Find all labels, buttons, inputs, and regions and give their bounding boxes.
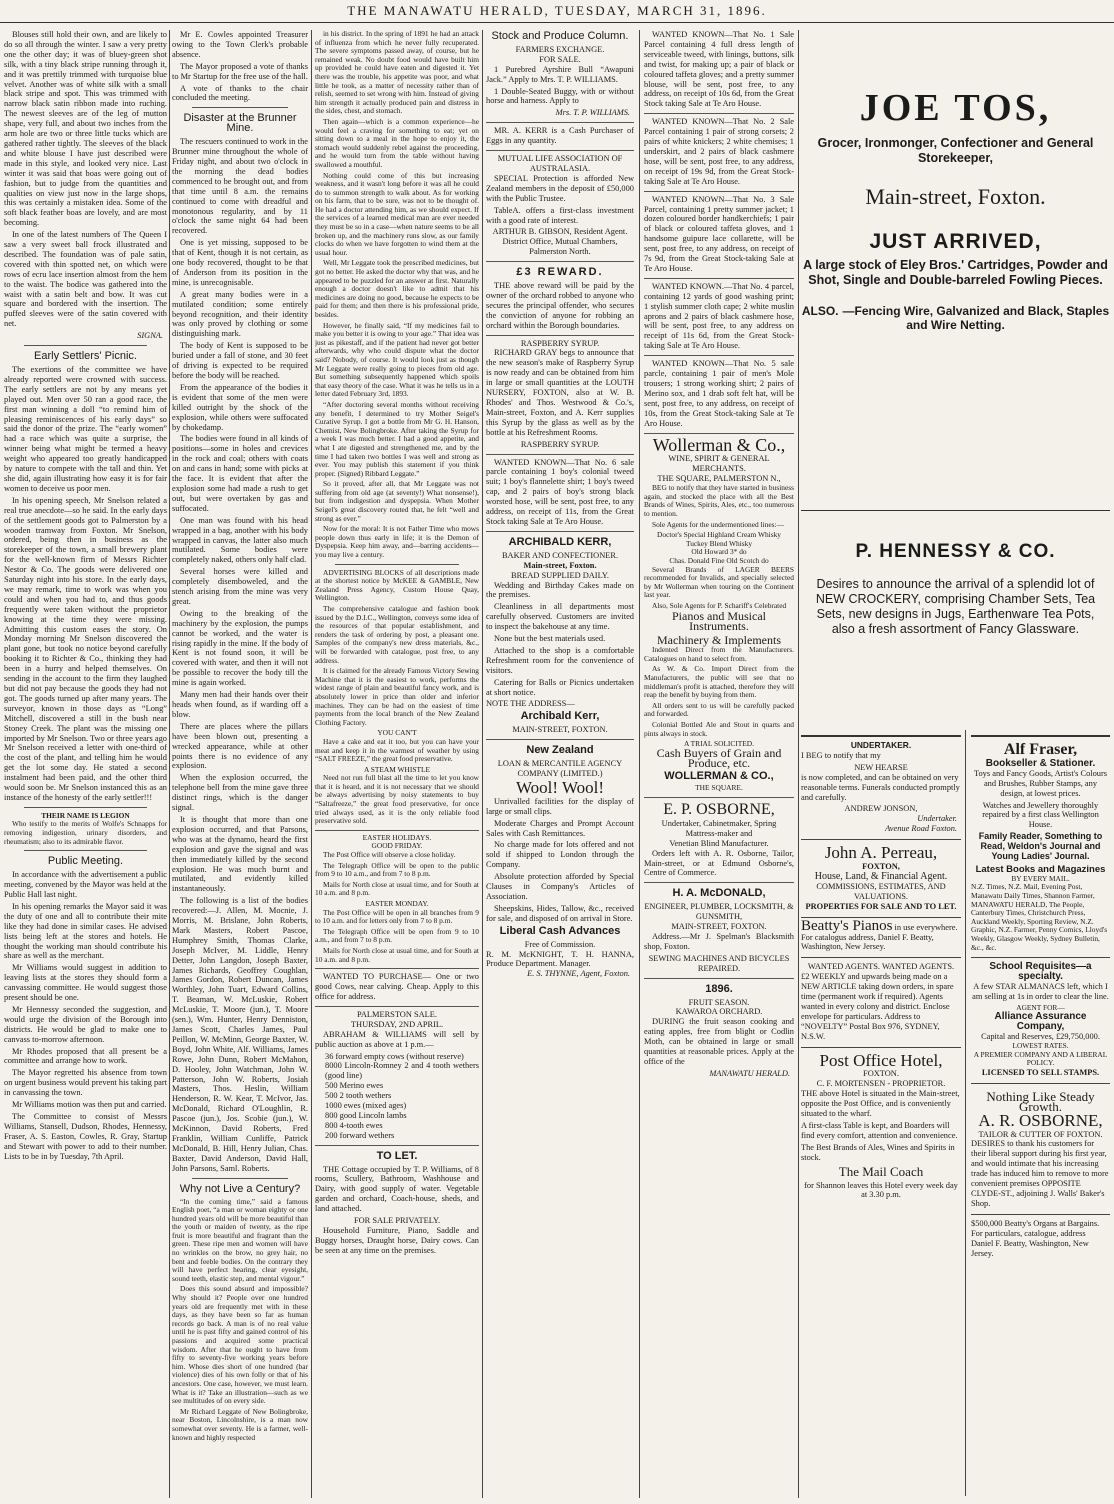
- wollerman-text: Sole Agents for the undermentioned lines:—: [652, 519, 784, 529]
- column-rule: [639, 30, 640, 1498]
- meeting-paragraph: A vote of thanks to the chair concluded the meeting.: [172, 83, 308, 103]
- fruit-season: FRUIT SEASON.: [688, 997, 750, 1007]
- mcdonald-repairs: SEWING MACHINES AND BICYCLES REPAIRED.: [648, 953, 790, 973]
- every-mail: BY EVERY MAIL.: [1011, 873, 1070, 883]
- disaster-paragraph: Several horses were killed and completely disemboweled, and the stench arising from the mine was very great.: [172, 567, 308, 606]
- easter-monday-heading: EASTER MONDAY.: [365, 899, 429, 908]
- hennessy-name: P. HENNESSY & CO.: [855, 541, 1056, 562]
- alf-fraser-text: Watches and Jewellery thoroughly repaired by a first class Wellington House.: [982, 800, 1099, 830]
- disaster-paragraph: There are places where the pillars have been blown out, presenting a wrecked appearance, while at other points there is no evidence of any explosion.: [172, 721, 308, 771]
- raspberry-text: RICHARD GRAY begs to announce that the new season's make of Raspberry Syrup is now ready and can be obtained from him in large or small quantities at the LOUTH NURSERY, FOXTON, also at W. B. Rhodes' and Thos. Westwood & Co.'s, Main-street, Foxton, and A. Kerr supplies this Syrup by the glass as well as by the bottle at his Refreshment Rooms.: [486, 348, 634, 437]
- osborne-text: Orders left with A. R. Osborne, Tailor, Main-street, or at Edmund Osborne's, Centre of Commerce.: [644, 848, 794, 878]
- undertaker-title: Undertaker.: [917, 814, 957, 824]
- ak-name-footer: Archibald Kerr,: [520, 710, 600, 723]
- stock-item: 800 4-tooth ewes: [325, 1120, 383, 1130]
- kawaroa-text: DURING the fruit season cooking and eating apples, free from blight or Codlin Moth, can be obtained in large or small quantities at reasonable prices. Apply at the office of the: [644, 1017, 794, 1066]
- wollerman-brand: Chas. Donald Fine Old Scotch do: [669, 555, 769, 565]
- osborne-line: Mattress-maker and: [685, 828, 753, 838]
- stock-list: [315, 1052, 479, 1141]
- meeting-paragraph: Mr Rhodes proposed that all present be a committee and arrange how to work.: [4, 1046, 167, 1066]
- palmerston-sale-heading: PALMERSTON SALE.: [356, 1009, 438, 1019]
- lowest-rates: LOWEST RATES.: [1012, 1041, 1069, 1051]
- kawaroa-signature: MANAWATU HERALD.: [709, 1068, 790, 1078]
- machinery-heading: Machinery & Implements: [657, 633, 781, 648]
- meeting-paragraph: The Mayor proposed a vote of thanks to Mr Startup for the free use of the hall.: [172, 61, 308, 81]
- meeting-paragraph: In his opening remarks the Mayor said it was the duty of one and all to contribute their mite like they had done in similar cases. He advised lists being left at the stores and hotels. He thought the working man should contribute his share as well as the merchant.: [4, 901, 167, 961]
- heading-disaster: Disaster at the Brunner Mine.: [183, 112, 297, 135]
- disaster-paragraph: The following is a list of the bodies recovered:—J. Allen, M. Mocnie, J. Morris, M. Brislane, John Roberts, Mark Masters, Robert Pascoe, Humphrey Smith, Thomas Clarke, Joseph McIver, M. Liddle, Henry Detter, John Langdon, Joseph Baxter, James Richards, Geoffrey Coughlan, James Gordon, Robert Duncan, James Worthley, John Tuart, Edward Collins, T. Beaman, W. McLuskie, Robert McLuskie, T. Moore (jun.), T. Moore (sen.), Wm. Hunter, Henry Denniston, James Scott, Charles James, Paul Peillon, W. McMinn, George Baxter, W. Boyd, John White, Alf. Williams, James Rowe, John Dunn, Robert McMahon, D. Hooley, John Watchman, John W. Patterson, John W. Roberts, Josiah Masters, Thos. Heslin, William Henderson, R. W. Kear, T. McIvor, Jas. McDonald, Richard O'Loughlin, R. Pascoe (jun.), Jos. Scobie (jun.), W. McKinnon, David Roberts, Fred Franklin, William Cunliffe, Patrick McDonald, B. Hill, Henry Julian, Chas. Baxter, David Anderson, David Hall, John Parsons, Saml. Roberts.: [172, 896, 308, 1173]
- liberal-cash-agent: E. S. THYNNE, Agent, Foxton.: [527, 969, 630, 979]
- mcdonald-trade: ENGINEER, PLUMBER, LOCKSMITH, & GUNSMITH,: [644, 902, 794, 922]
- undertaker-address: Avenue Road Foxton.: [885, 824, 957, 834]
- osborne-heading: E. P. OSBORNE,: [663, 801, 775, 819]
- wollerman-brand: Old Howard 3* do: [691, 547, 747, 557]
- ak-text: None but the best materials used.: [494, 634, 606, 644]
- ar-osborne-text: DESIRES to thank his customers for their liberal support during his first year, and would intimate that his increasing trade has induced him to remove to more convenient premises OPPOSITE CLYDE-ST., adjoining J. Walls' Baker's Shop.: [971, 1139, 1109, 1208]
- po-text: The Best Brands of Ales, Wines and Spirits in stock.: [801, 1142, 955, 1162]
- sewing-machine-notice: It is claimed for the already Famous Victory Sewing Machine that it is the easiest to work, performs the widest range of plain and beautiful fancy work, and is absolutely lower in price than older and inferior machines. They can be had on the easiest of time payments from the local branch of the New Zealand Clothing Factory.: [315, 666, 479, 727]
- archibald-kerr-heading: ARCHIBALD KERR,: [508, 535, 612, 548]
- hennessy-text: Desires to announce the arrival of a splendid lot of NEW CROCKERY, comprising Chamber Sets, Tea Sets, new designs in Jugs, Earthenware Tea Pots, also a fresh assortment of Fancy Glassware.: [815, 577, 1096, 636]
- mutual-life-text: SPECIAL Protection is afforded New Zealand members in the deposit of £50,000 with the Public Trustee.: [486, 173, 634, 203]
- ak-street-footer: MAIN-STREET, FOXTON.: [512, 725, 608, 735]
- stock-item: 8000 Lincoln-Romney 2 and 4 tooth wethers (good line): [325, 1061, 479, 1081]
- wanted-known-1: WANTED KNOWN—That No. 1 Sale Parcel containing 4 full dress length of serviceable tweed, with linings, buttons, silk and twist, for making up; a pair of black or coloured taffeta gloves; and a pretty summer blouse, will be sent, post free, to any address, on receipt of 10s 6d, from the Great Stock taking Sale at Te Aro House.: [644, 30, 794, 109]
- licensed-stamps: LICENSED TO SELL STAMPS.: [981, 1067, 1100, 1077]
- stock-item: 36 forward empty cows (without reserve): [325, 1051, 464, 1061]
- stock-produce-heading: Stock and Produce Column.: [491, 30, 629, 42]
- latest-books-heading: Latest Books and Magazines: [975, 863, 1106, 875]
- heading-public-meeting: Public Meeting.: [47, 855, 124, 868]
- undertaker-name: ANDREW JONSON,: [844, 804, 918, 814]
- agent-for: AGENT FOR—: [1016, 1002, 1065, 1012]
- wollerman-trade: WINE, SPIRIT & GENERAL MERCHANTS.: [668, 454, 770, 474]
- just-arrived-heading: JUST ARRIVED,: [869, 230, 1042, 253]
- osborne-line: Undertaker, Cabinetmaker, Spring: [661, 818, 777, 828]
- disaster-paragraph: The rescuers continued to work in the Brunner mine throughout the whole of Friday night, and about two o'clock in the morning the dead bodies commenced to be brought out, and from that time until 8 a.m. the remains continued to come with dreadful and monotonous regularity, and by 11 o'clock the same night 64 had been recovered.: [172, 137, 308, 236]
- meeting-paragraph: Mr E. Cowles appointed Treasurer owing to the Town Clerk's probable absence.: [172, 30, 308, 59]
- beatty-organs-ad: $500,000 Beatty's Organs at Bargains. For particulars, catalogue, address Daniel F. Beatty, Washington, New Jersey.: [971, 1218, 1100, 1258]
- mcdonald-street: MAIN-STREET, FOXTON.: [671, 922, 767, 932]
- joe-tos-trade: Grocer, Ironmonger, Confectioner and General Storekeeper,: [817, 136, 1094, 165]
- easter-text: The Post Office will be open in all branches from 9 to 10 a.m. and for letters only from 7 to 8 p.m.: [315, 907, 479, 926]
- disaster-paragraph: One is yet missing, supposed to be that of Kent, though it is not certain, as one body recovered, thought to be that of Anderson from its position in the mine, is unrecognisable.: [172, 238, 308, 287]
- column-rule: [311, 30, 312, 1498]
- to-let-text: THE Cottage occupied by T. P. Williams, of 8 rooms, Scullery, Bathroom, Washhouse and Dairy, with good supply of water. Vegetable garden and orchard, Coach-house, sheds, and land attached.: [315, 1164, 479, 1214]
- disaster-paragraph: One man was found with his head wrapped in a bag, another with his body wrapped in canvas, the latter also much mutilated. Some bodies were completely naked, others only half clad.: [172, 515, 308, 565]
- kawaroa-orchard: KAWAROA ORCHARD.: [675, 1007, 763, 1017]
- beatty-pianos-text: in use everywhere. For catalogus address, Daniel F. Beatty, Washington, New Jersey.: [801, 922, 958, 952]
- wool-text: No charge made for lots offered and not sold if shipped to London through the Company.: [486, 840, 634, 870]
- alliance-assurance: Alliance Assurance Company,: [994, 1011, 1087, 1033]
- dic-notice: The comprehensive catalogue and fashion book issued by the D.I.C., Wellington, conveys some idea of the resources of that popular establishment, and renders the task of ordering by post, a pleasant one. Samples of the company's new dress materials, &c., will be forwarded with catalogue, post free, to any address.: [315, 604, 479, 665]
- meeting-paragraph: Mr Williams would suggest in addition to leaving lists at the stores they should form a canvassing committee. He would suggest those present should be one.: [4, 963, 167, 1003]
- whistle-text: Need not run full blast all the time to let you know that it is heard, and it is not necessary that we should be always advertising by noisy statements to buy “Saltafreeze,” the great food preservative, for once tried always used, as it is the only reliable food preservative sold.: [315, 773, 479, 826]
- joe-tos-stock: A large stock of Eley Bros.' Cartridges, Powder and Shot, Single and Double-barreled Fowling Pieces.: [803, 258, 1108, 287]
- undertaker-text: I BEG to notify that my: [801, 750, 881, 760]
- mcdonald-heading: H. A. McDONALD,: [672, 887, 766, 900]
- easter-text: The Telegraph Office will be open from 9 to 10 a.m., and from 7 to 8 p.m.: [315, 926, 479, 945]
- perreau-trade: House, Land, & Financial Agent.: [814, 870, 948, 882]
- liberal-cash-sub: Free of Commission.: [524, 939, 596, 949]
- mail-coach-text: for Shannon leaves this Hotel every week day at 3.30 p.m.: [804, 1180, 958, 1200]
- wollerman-footer: WOLLERMAN & CO.,: [664, 769, 774, 782]
- joe-tos-name: JOE TOS,: [859, 87, 1052, 129]
- wool-text: Unrivalled facilities for the display of large or small clips.: [486, 796, 634, 816]
- century-paragraph: Does this sound absurd and impossible? Why should it? People over one hundred years old are frequently met with in these days, as they have been so far as human records go back. A man is of no real value until he is past fifty and gained control of his passions and acquired some practical wisdom. After that he ought to have from fifty to seventy-five working years before him. Whose dies short of one hundred (bar violence) dies of his own folly or that of his ancestors. One case, however, we must learn. What is it? Take an illustration—such as we see multitudes of on every side.: [172, 1284, 308, 1406]
- meeting-paragraph: In accordance with the advertisement a public meeting, convened by the Mayor was held at the Public Hall last night.: [4, 870, 167, 899]
- whistle-heading: A STEAM WHISTLE: [364, 764, 430, 774]
- po-text: THE above Hotel is situated in the Main-street, opposite the Post Office, and is conveniently situated to the wharf.: [801, 1089, 960, 1119]
- heading-picnic: Early Settlers' Picnic.: [34, 350, 137, 363]
- also-text: —Fencing Wire, Galvanized and Black, Staples and Wire Netting.: [842, 304, 1110, 332]
- good-friday-heading: GOOD FRIDAY.: [371, 841, 423, 851]
- farmers-exchange: FARMERS EXCHANGE.: [515, 44, 605, 54]
- disaster-paragraph: A great many bodies were in a mutilated condition; some entirely beyond recognition, and their identity was only proved by clothing or some distinguishing mark.: [172, 289, 308, 339]
- disaster-paragraph: The bodies were found in all kinds of positions—some in holes and crevices in the rock and coal; others with coats on and cans in hand; some with picks at the face. It is evident that after the explosion some had made a rush to get out, but were overtaken by gas and suffocated.: [172, 434, 308, 513]
- column-rule: [965, 730, 966, 1496]
- picnic-paragraph: In his opening speech, Mr Snelson related a real true anecdote—so he said. In the early days of the settlement goods got to Palmerston by a wooden tramway from Foxton. Mr Snelson, ordered, being then in business as the storekeeper of the town, a small brewery plant for the well-known firm of Messrs Richter Nestor & Co. The goods were delivered one Saturday night into his store. In the early days, we may remark, time to work was when you could and when you had to, and thus goods frequently were taken without the proprietor knowing at the time they were missing. Admitting this custom eases the story. On Monday morning Mr Snelson discovered the plant gone, but took no notice beyond carefully booking it to Richter & Co., thinking they had been in a hurry and helped themselves. On sending in the account to the firm they laughed but did not pay because the goods they had not got. The goods turned up after many years. The surveyor, known in those days as “Long” Mitchell, discovered a still in the bush near Stoney Creek. The plant was the missing one imported by Mr Snelson. Two or three years ago Mr Snelson received a letter with one-third of the cost of the plant, and telling him he would get the lot some day. He stated a second instalment had been paid, and the other third would soon be. Mr Snelson instanced this as an instance of the honesty of the early settler!!!: [4, 495, 167, 802]
- po-text: A first-class Table is kept, and Boarders will find every comfort, attention and convenience.: [801, 1121, 958, 1140]
- po-town: FOXTON.: [863, 1069, 899, 1079]
- alf-fraser-reader: Family Reader, Something to Read, Weldon's Journal and Young Ladies' Journal.: [978, 831, 1103, 862]
- undertaker-text: is now completed, and can be obtained on very reasonable terms. Funerals conducted promptly and carefully.: [801, 772, 960, 802]
- stock-item: 1000 ewes (mixed ages): [325, 1101, 407, 1111]
- papers-list: N.Z. Times, N.Z. Mail, Evening Post, Manawatu Daily Times, Shannon Farmer, MANAWATU HERALD, The People, Canterbury Times, Christchurch Press, Auckland Weekly, Sporting Review, N.Z. Graphic, N.Z. Farmer, Penny Comics, Lloyd's Weekly, Glasgow Weekly, Sydney Bulletin, &c., &c.: [971, 882, 1108, 952]
- ar-osborne-trade: TAILOR & CUTTER OF FOXTON.: [978, 1129, 1103, 1139]
- stock-item: 500 2 tooth wethers: [325, 1091, 392, 1101]
- ak-address: Main-street, Foxton.: [523, 560, 597, 570]
- raspberry-heading: RASPBERRY SYRUP.: [520, 338, 600, 348]
- ak-text: Wedding and Birthday Cakes made on the premises.: [486, 580, 634, 600]
- trial-solicited: A TRIAL SOLICITED.: [683, 739, 754, 749]
- stock-item: 200 forward wethers: [325, 1130, 395, 1140]
- wanted-known-6: WANTED KNOWN—That No. 6 sale parcle containing 1 boy's colonial tweed suit; 1 boy's flannelette shirt; 1 boy's tweed cap, and 2 pairs of boy's strong black worsted hose, will be sent, post free, to any address, on receipt of 11s, from the Great Stock taking Sale at Te Aro House.: [486, 457, 634, 526]
- wollerman-text: As W. & Co. Import Direct from the Manufacturers, the public will see that no middleman's profit is attached, therefore they will reap the benefit by buying from them.: [644, 664, 794, 700]
- divider: [24, 807, 147, 808]
- column-3: [315, 30, 479, 1500]
- nz-loan-heading: New Zealand: [526, 744, 594, 757]
- year-heading: 1896.: [705, 982, 733, 995]
- ak-trade: BAKER AND CONFECTIONER.: [501, 550, 619, 560]
- meeting-paragraph: The Committee to consist of Messrs Williams, Stansell, Dudson, Rhodes, Hennessy, Fraser, A. S. Easton, Cowles, R. Gray, Startup and Stewart with power to add to their number. Lists to be in by Tuesday, 7th April.: [4, 1112, 167, 1161]
- joe-tos-also: [801, 304, 1110, 332]
- hennessy-ad: [801, 510, 1110, 711]
- post-office-hotel-heading: Post Office Hotel,: [819, 1050, 943, 1070]
- wool-heading: Wool! Wool!: [515, 777, 605, 797]
- century-paragraph: Well, Mr Leggate took the prescribed medicines, but got no better. He asked the doctor why that was, and he appeared to be puzzled for an answer at first. Naturally enough a doctor doesn't like to admit that his medicines are doing no good, because he expects to be paid for them; and then there is his professional pride, besides.: [315, 258, 479, 319]
- divider: [192, 1178, 288, 1179]
- mutual-life-text: TableA. offers a first-class investment with a good rate of interest.: [486, 205, 634, 225]
- ak-bread: BREAD SUPPLIED DAILY.: [511, 570, 609, 580]
- column-5: [644, 30, 794, 1500]
- cant-heading: YOU CAN'T: [377, 728, 417, 738]
- wollerman-text: Colonial Bottled Ale and Stout in quarts and pints always in stock.: [644, 719, 794, 738]
- century-paragraph: Mr Richard Leggate of New Bolingbroke, near Boston, Lincolnshire, is a man now somewhat over seventy. He is a farmer, well-known and highly respected: [172, 1406, 308, 1442]
- beatty-pianos-heading: Beatty's Pianos: [801, 917, 893, 934]
- wanted-known-3: WANTED KNOWN—That No. 3 Sale Parcel, containing 1 pretty summer jacket; 1 dozen coloured border handkerchiefs; 1 pair of black or coloured taffeta gloves, and 1 handsome guipure lace collarette, will be sent, post free, to any address, on receipt of 7s 9d, from the Great Stock-taking Sale at Te Aro House.: [644, 194, 794, 273]
- easter-text: Mails for North close at usual time, and for South at 10 a.m. and 8 p.m.: [315, 879, 479, 898]
- meeting-paragraph: Mr Williams motion was then put and carried.: [12, 1100, 167, 1110]
- palmerston-sale-date: THURSDAY, 2ND APRIL.: [350, 1019, 444, 1029]
- disaster-paragraph: It is thought that more than one explosion occurred, and that Parsons, who was at the dynamo, heard the first explosion and gave the signal and was then immediately killed by the second explosion. He was much burnt and mutilated, and evidently killed instantaneously.: [172, 814, 308, 894]
- wollerman-brand: Tuckey Blend Whisky: [685, 538, 753, 548]
- disaster-paragraph: When the explosion occurred, the telephone bell from the mine gave three distinct rings, which is the danger signal.: [172, 773, 308, 813]
- to-let-heading: TO LET.: [376, 1149, 418, 1162]
- wanted-cows-ad: WANTED TO PURCHASE— One or two good Cows, near calving. Cheap. Apply to this office for address.: [315, 972, 479, 1001]
- easter-text: The Post Office will observe a close holiday.: [323, 850, 456, 860]
- undertaker-heading: UNDERTAKER.: [850, 740, 912, 750]
- column-2: [172, 30, 308, 1500]
- column-4: [486, 30, 634, 1500]
- easter-text: Mails for North close at usual time, and for South at 10 a.m. and 8 p.m.: [315, 945, 479, 964]
- stock-item: 800 good Lincoln lambs: [325, 1110, 407, 1120]
- ar-osborne-heading: A. R. OSBORNE,: [978, 1110, 1103, 1130]
- joe-tos-ad: [801, 30, 1110, 455]
- alf-fraser-trade: Bookseller & Stationer.: [985, 757, 1096, 769]
- wollerman-text: Also, Sole Agents for P. Schariff's Celebrated: [652, 600, 787, 610]
- alf-fraser-heading: Alf Fraser,: [1003, 741, 1078, 758]
- divider: [192, 107, 288, 108]
- wollerman-text: BEG to notify that they have started in business again, and stocked the place with all the Best Brands of Wines, Spirits, Ales, etc., too numerous to mention.: [644, 483, 794, 518]
- alf-fraser-text: Toys and Fancy Goods, Artist's Colours and Brushes, Rubber Stamps, any design, at lowest prices.: [973, 768, 1108, 798]
- masthead: THE MANAWATU HERALD, TUESDAY, MARCH 31, 1896.: [0, 0, 1114, 23]
- meeting-paragraph: Mr Hennessy seconded the suggestion, and would urge the division of the Borough into districts. He would be glad to make one to canvass to-morrow afternoon.: [4, 1004, 167, 1044]
- column-rule: [798, 30, 799, 1498]
- wool-text: Moderate Charges and Prompt Account Sales with Cash Remittances.: [486, 818, 634, 838]
- premier-company: A PREMIER COMPANY AND A LIBERAL POLICY.: [973, 1049, 1108, 1068]
- advertising-blocks: ADVERTISING BLOCKS of all descriptions made at the shortest notice by McKEE & GAMBLE, New Zealand Press Agency, Custom House Quay, Wellington.: [315, 567, 479, 603]
- easter-text: The Telegraph Office will be open to the public from 9 to 10 a.m., and from 7 to 8 p.m.: [315, 860, 479, 879]
- wool-text: Absolute protection afforded by Special Clauses in Company's Articles of Association.: [486, 872, 634, 901]
- for-sale-heading: FOR SALE.: [539, 54, 581, 64]
- wanted-known-2: WANTED KNOWN—That No. 2 Sale Parcel containing 1 pair of strong corsets; 2 pairs of white knickers; 2 white chemises; 1 underskirt, and 2 pairs of black cashmere hose, will be sent, post free, to any address, on receipt of 19s 9d, from the Great Stock-taking Sale at Te Aro House.: [644, 117, 794, 186]
- column-rule: [482, 30, 483, 1498]
- bull-ad: 1 Purebred Ayrshire Bull “Awapuni Jack.” Apply to Mrs. T. P. WILLIAMS.: [486, 64, 634, 84]
- wollerman-footer-address: THE SQUARE.: [695, 783, 743, 793]
- liberal-cash-heading: Liberal Cash Advances: [499, 924, 621, 937]
- kerr-eggs-ad: MR. A. KERR is a Cash Purchaser of Eggs in any quantity.: [486, 126, 634, 146]
- legion-text: Who testify to the merits of Wolfe's Schnapps for removing indigestion, urinary disorders, and rheumatism; also to its admirable flavor.: [4, 819, 167, 846]
- alliance-capital: Capital and Reserves, £29,750,000.: [981, 1032, 1100, 1042]
- right-column-b: [971, 730, 1110, 1500]
- century-paragraph: “In the coming time,” said a famous English poet, “a man or woman eighty or one hundred years old will be more beautiful than the youth or maiden of twenty, as the ripe fruit is more beautiful and fragrant than the green. These ripe men and women will have no wrinkles on the brow, no grey hair, no bent and feeble bodies. On the contrary they will have perfect hearing, clear eyesight, sound teeth, elastic step, and mental vigour.”: [172, 1196, 308, 1283]
- wollerman-address: THE SQUARE, PALMERSTON N.,: [657, 474, 781, 484]
- palmerston-sale-text: ABRAHAM & WILLIAMS will sell by public auction as above at 1 p.m.—: [315, 1029, 479, 1049]
- meeting-paragraph: The Mayor regretted his absence from town on urgent business would prevent his taking part in canvassing the town.: [4, 1068, 167, 1098]
- mutual-life-heading: MUTUAL LIFE ASSOCIATION OF AUSTRALASIA.: [497, 154, 623, 173]
- disaster-paragraph: The body of Kent is supposed to be buried under a fall of stone, and 30 feet of driving is expected to be required before the body will be reached.: [172, 341, 308, 380]
- wanted-agents-heading: WANTED AGENTS. WANTED AGENTS.: [807, 962, 955, 972]
- wool-text: Sheepskins, Hides, Tallow, &c., received for sale, and disposed of on arrival in Store.: [486, 903, 634, 923]
- reward-heading: £3 REWARD.: [516, 266, 604, 279]
- century-paragraph: Nothing could come of this but increasing weakness, and it wasn't long before it was all he could do to summon strength to walk about. As for working on his farm, that to be sure, was not to be thought of. He had a doctor attending him, as we should expect. If the services of a learned medical man are ever needed they must be so in a case—when nature seems to be all broken up, and the machinery runs slow, as our family clocks do when we have forgotten to wind them at the usual hour.: [315, 170, 479, 257]
- wollerman-text: Several Brands of LAGER BEERS recommended for Invalids, and specially selected by Mr Wollerman when touring on the Continent last year.: [644, 564, 794, 600]
- century-paragraph: Then again—which is a common experience—he would feel a craving for something to eat; yet on sitting down to a meal in the hope to enjoy it, the stomach would suddenly rebel against the proceeding, and he would turn from the table without having swallowed a mouthful.: [315, 116, 479, 169]
- signature: SIGNA.: [137, 331, 163, 341]
- fashion-paragraph: In one of the latest numbers of The Queen I saw a very sweet ball frock illustrated and described. The foundation was of pale satin, covered with thin spotted net, on which were rows of ecru lace insertion almost from the hem to the waist. The bodice was gathered into the waist with a satin belt and bow. It was cut square and bordered with the insertion. The puffed sleeves were of the satin covered with net.: [4, 230, 167, 329]
- for-sale-privately-text: Household Furniture, Piano, Saddle and Buggy horses, Draught horse, Dairy cows. Can be seen at any time on the premises.: [315, 1226, 479, 1255]
- school-requisites-heading: School Requisites—a specialty.: [989, 961, 1092, 983]
- joe-tos-address: Main-street, Foxton.: [865, 184, 1046, 209]
- right-column-a: [801, 730, 961, 1500]
- heading-century: Why not Live a Century?: [179, 1182, 301, 1195]
- perreau-heading: John A. Perreau,: [824, 843, 938, 863]
- column-rule: [169, 30, 170, 1498]
- disaster-paragraph: From the appearance of the bodies it is evident that some of the men were killed outright by the shock of the explosion, while others were suffocated by chokedamp.: [172, 382, 308, 432]
- fashion-paragraph: Blouses still hold their own, and are likely to do so all through the winter. I saw a very pretty one the other day; it was of bluey-green shot silk, with a tiny black stripe running through it, and it was prettily trimmed with turquoise blue velvet. Another was of white silk with a small black stripe and spot. This was trimmed with narrow black satin ribbon made into ruching. The newest sleeves are of the leg of mutton shape, very full, and about two inches from the arm hole are two or three little tucks which are gathered rather tightly. The sleeves of the black and white blouse I have just described were made in this style, and looked very nice. Last winter it was said that boas were going out of fashion, but to judge from the quantities and qualities on view just now in the large shops, this was certainly a mistaken idea. Some of the soft black feather boas are lovely, and are most becoming.: [4, 30, 167, 228]
- divider: [24, 850, 147, 851]
- right-block: [801, 30, 1110, 1500]
- liberal-cash-managers: R. M. McKNIGHT, T. H. HANNA, Produce Department. Manager.: [486, 949, 634, 969]
- perreau-properties: PROPERTIES FOR SALE AND TO LET.: [805, 901, 957, 911]
- easter-heading: EASTER HOLIDAYS.: [362, 832, 432, 842]
- legion-heading: THEIR NAME IS LEGION: [41, 810, 130, 820]
- divider: [335, 564, 459, 565]
- for-sale-privately-heading: FOR SALE PRIVATELY.: [353, 1216, 441, 1226]
- wollerman-text: All orders sent to us will be carefully packed and forwarded.: [644, 700, 794, 719]
- disaster-paragraph: Many men had their hands over their heads when found, as if warding off a blow.: [172, 690, 308, 719]
- wanted-agents-text: £2 WEEKLY and upwards being made on a NEW ARTICLE taking down orders, in spare time (permanent work if required). Agents wanted in every colony and district. Enclose envelope for particulars. Address to “NOVELTY” Postal Box 976, SYDNEY, N.S.W.: [801, 972, 954, 1041]
- century-paragraph: Now for the moral: It is not Father Time who mows people down thus early in life; it is the Demon of Dyspepsia. Keep him away, and—barring accidents—you may live a century.: [315, 524, 479, 560]
- ak-text: Cleanliness in all departments most carefully observed. Customers are invited to inspect the bakehouse at any time.: [486, 602, 634, 632]
- also-label: ALSO.: [801, 304, 839, 318]
- wollerman-heading: Wollerman & Co.,: [652, 434, 786, 455]
- ak-text: Attached to the shop is a comfortable Refreshment room for the convenience of visitors.: [486, 645, 634, 675]
- stock-item: 500 Merino ewes: [325, 1081, 384, 1091]
- picnic-paragraph: The exertions of the committee we have already reported were crowned with success. The early settlers are not by any means yet played out. Men over 50 ran a good race, the first man winning a doll “to remind him of pleasing reminiscences of his early days” so said the donor of the prize. The “early women” had a race which was quite a surprise, the winner being what might be termed a heavy weight who appeared too greatly handicapped by nature to compete with the tall and thin. Yet she did, again illustrating how easy it is for fair women to deceive us poor men.: [4, 365, 167, 493]
- perreau-commissions: COMMISSIONS, ESTIMATES, AND VALUATIONS.: [816, 881, 946, 901]
- gibson-office: District Office, Mutual Chambers, Palmerston North.: [502, 237, 618, 257]
- century-paragraph: “After doctoring several months without receiving any benefit, I determined to try Mother Seigel's Curative Syrup. I got a bottle from Mr G. H. Hanson, Chemist, New Bolingbroke. After taking the Syrup for a week I was much better. I had a good appetite, and what I ate digested and strengthened me, and by the time I had taken two bottles I was well and strong as ever. You may publish this statement if you think proper. (Signed) Ribbard Leggate.”: [315, 399, 479, 478]
- mcdonald-address: Address.—Mr J. Spelman's Blacksmith shop, Foxton.: [644, 932, 794, 951]
- pianos-heading: Pianos and Musical Instruments.: [672, 609, 766, 634]
- wollerman-brand: Doctor's Special Highland Cream Whisky: [657, 530, 781, 540]
- cant-text: Have a cake and eat it too, but you can have your meat and keep it in the warmest of weather by using “SALT FREEZE,” the great food preservative.: [315, 736, 479, 764]
- raspberry-footer: RASPBERRY SYRUP.: [520, 439, 600, 449]
- wollerman-text: Indented Direct from the Manufacturers. Catalogues on hand to select from.: [644, 645, 794, 663]
- wanted-known-4: WANTED KNOWN.—That No. 4 parcel, containing 12 yards of good washing print; 1 stylish summer cloth cape; 2 white muslin aprons and 2 pairs of black cashmere hose, will be sent, post free, to any address on receipt of 11s 6d, from the Great Stock-taking Sale at Te Aro House.: [644, 281, 794, 351]
- wanted-known-5: WANTED KNOWN—That No. 5 sale parcle, containing 1 pair of men's Mole trousers; 1 strong working shirt; 2 pairs of Merino sox, and 1 drab soft felt hat, will be sent, post free, to any address, on receipt of 10s, from the Great Stock-taking Sale at Te Aro House.: [644, 359, 794, 428]
- disaster-paragraph: Owing to the breaking of the machinery by the explosion, the pumps cannot be worked, and the water is rising rapidly in the mine. If the body of Kent is not found soon, it will be covered with water, and then it will not be possible to recover the body till the mine is again worked.: [172, 608, 308, 688]
- cash-buyers-heading: Cash Buyers of Grain and Produce, etc.: [656, 745, 782, 770]
- buggy-ad: 1 Double-Seated Buggy, with or without horse and harness. Apply to: [486, 86, 634, 106]
- new-hearse: NEW HEARSE: [854, 762, 908, 772]
- buggy-signature: Mrs. T. P. WILLIAMS.: [555, 108, 630, 118]
- column-1: [4, 30, 167, 1500]
- century-paragraph: However, he finally said, “If my medicines fail to make you better it is owing to your age.” That idea was just as pikestaff, and if the patient had never got better afterwards, why who could dispute what the doctor said? Nobody, of course. It would look just as though Mr Leggate were really going to pieces from old age. But something subsequently happened which spoils that easy theory of the case. What it was he tells us in a letter dated February 3rd, 1893.: [315, 320, 479, 399]
- ak-note: NOTE THE ADDRESS—: [486, 699, 575, 709]
- school-requisites-text: A few STAR ALMANACS left, which I am selling at 1s in order to clear the line.: [972, 982, 1109, 1001]
- century-paragraph: So it proved, after all, that Mr Leggate was not suffering from old age (at seventy!) What nonsense!), but from indigestion and dyspepsia. When Mother Seigel's great discovery routed that, he felt “well and strong as ever.”: [315, 479, 479, 523]
- century-paragraph: in his district. In the spring of 1891 he had an attack of influenza from which he never fully recuperated. The severe symptoms passed away, of course, but he remained weak. No doubt food would have built him up provided he could have eaten and digested it. Yet there was the trouble, his appetite was poor, and what little he took, as a matter of necessity rather than of relish, seemed to set wrong with him. Instead of giving him strength it actually produced pain and distress in the sides, chest, and stomach.: [315, 30, 479, 116]
- perreau-town: FOXTON,: [862, 862, 900, 872]
- nz-loan-company: LOAN & MERCANTILE AGENCY COMPANY (LIMITED.): [497, 759, 623, 778]
- gibson-agent: ARTHUR B. GIBSON, Resident Agent.: [492, 227, 628, 237]
- osborne-line: Venetian Blind Manufacturer.: [669, 838, 769, 848]
- po-proprietor: C. F. MORTENSEN - PROPRIETOR.: [816, 1079, 946, 1089]
- mail-coach-heading: The Mail Coach: [838, 1163, 924, 1179]
- reward-text: THE above reward will be paid by the owner of the orchard robbed to anyone who secures the principal offender, who secures the conviction of anyone for robbing an orchard within the Borough boundaries.: [486, 281, 634, 330]
- steady-growth-heading: Nothing Like Steady Growth.: [986, 1088, 1095, 1114]
- ak-text: Catering for Balls or Picnics undertaken at short notice.: [486, 677, 634, 697]
- divider: [24, 345, 147, 346]
